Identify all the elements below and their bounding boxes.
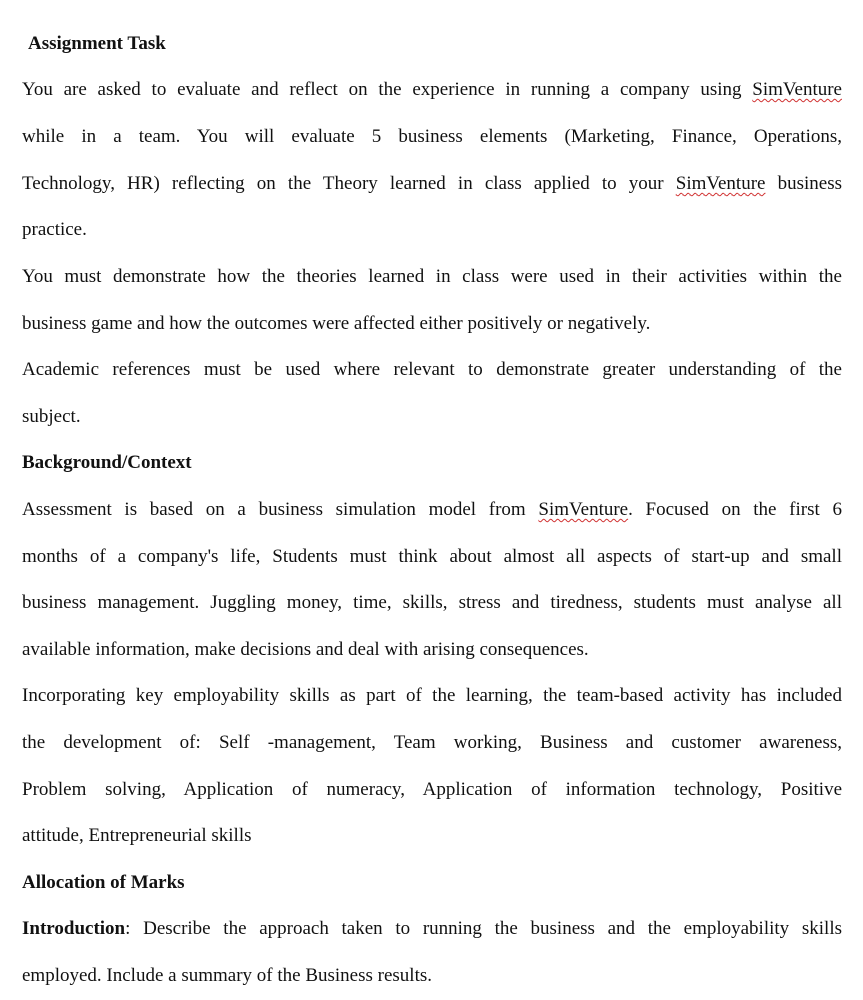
assignment-paragraph-3-line-1: Academic references must be used where relevant to demonstrate greater understanding of the [22, 359, 842, 380]
spellcheck-flagged-word: SimVenture [752, 79, 842, 100]
assignment-paragraph-3-line-2: subject. [22, 406, 81, 427]
background-paragraph-2-line-2: the development of: Self -management, Team working, Business and customer awareness, [22, 732, 842, 753]
background-paragraph-2-line-4: attitude, Entrepreneurial skills [22, 825, 252, 846]
text-span: You are asked to evaluate and reflect on the experience in running a company using [22, 79, 753, 100]
introduction-label: Introduction [22, 918, 126, 939]
text-span: Assessment is based on a business simulation model from [22, 499, 539, 520]
text-span: : Describe the approach taken to running the business and the employability skills [125, 918, 842, 939]
text-span: business [765, 173, 842, 194]
background-paragraph-1-line-1 [22, 498, 842, 522]
heading-assignment-task: Assignment Task [28, 33, 166, 54]
background-paragraph-1-line-3: business management. Juggling money, time, skills, stress and tiredness, students must analyse all [22, 592, 842, 613]
text-span: Technology, HR) reflecting on the Theory learned in class applied to your [22, 173, 676, 194]
assignment-paragraph-2-line-1: You must demonstrate how the theories learned in class were used in their activities within the [22, 266, 842, 287]
allocation-introduction-line-2: employed. Include a summary of the Business results. [22, 965, 433, 986]
allocation-introduction-line-1 [22, 917, 842, 941]
heading-allocation-of-marks: Allocation of Marks [22, 872, 185, 893]
spellcheck-flagged-word: SimVenture [675, 173, 766, 194]
background-paragraph-2-line-1: Incorporating key employability skills as part of the learning, the team-based activity has included [22, 685, 842, 706]
assignment-paragraph-2-line-2: business game and how the outcomes were affected either positively or negatively. [22, 313, 651, 334]
assignment-paragraph-1-line-2: while in a team. You will evaluate 5 business elements (Marketing, Finance, Operations, [22, 126, 842, 147]
background-paragraph-1-line-4: available information, make decisions and deal with arising consequences. [22, 639, 589, 660]
background-paragraph-1-line-2: months of a company's life, Students must think about almost all aspects of start-up and small [22, 546, 842, 567]
assignment-paragraph-1-line-3 [22, 172, 842, 196]
text-span: . Focused on the first 6 [628, 499, 842, 520]
background-paragraph-2-line-3: Problem solving, Application of numeracy, Application of information technology, Positive [22, 779, 842, 800]
heading-background-context: Background/Context [22, 452, 192, 473]
spellcheck-flagged-word: SimVenture [538, 499, 629, 520]
assignment-paragraph-1-line-1 [22, 78, 842, 102]
assignment-paragraph-1-line-4: practice. [22, 219, 87, 240]
